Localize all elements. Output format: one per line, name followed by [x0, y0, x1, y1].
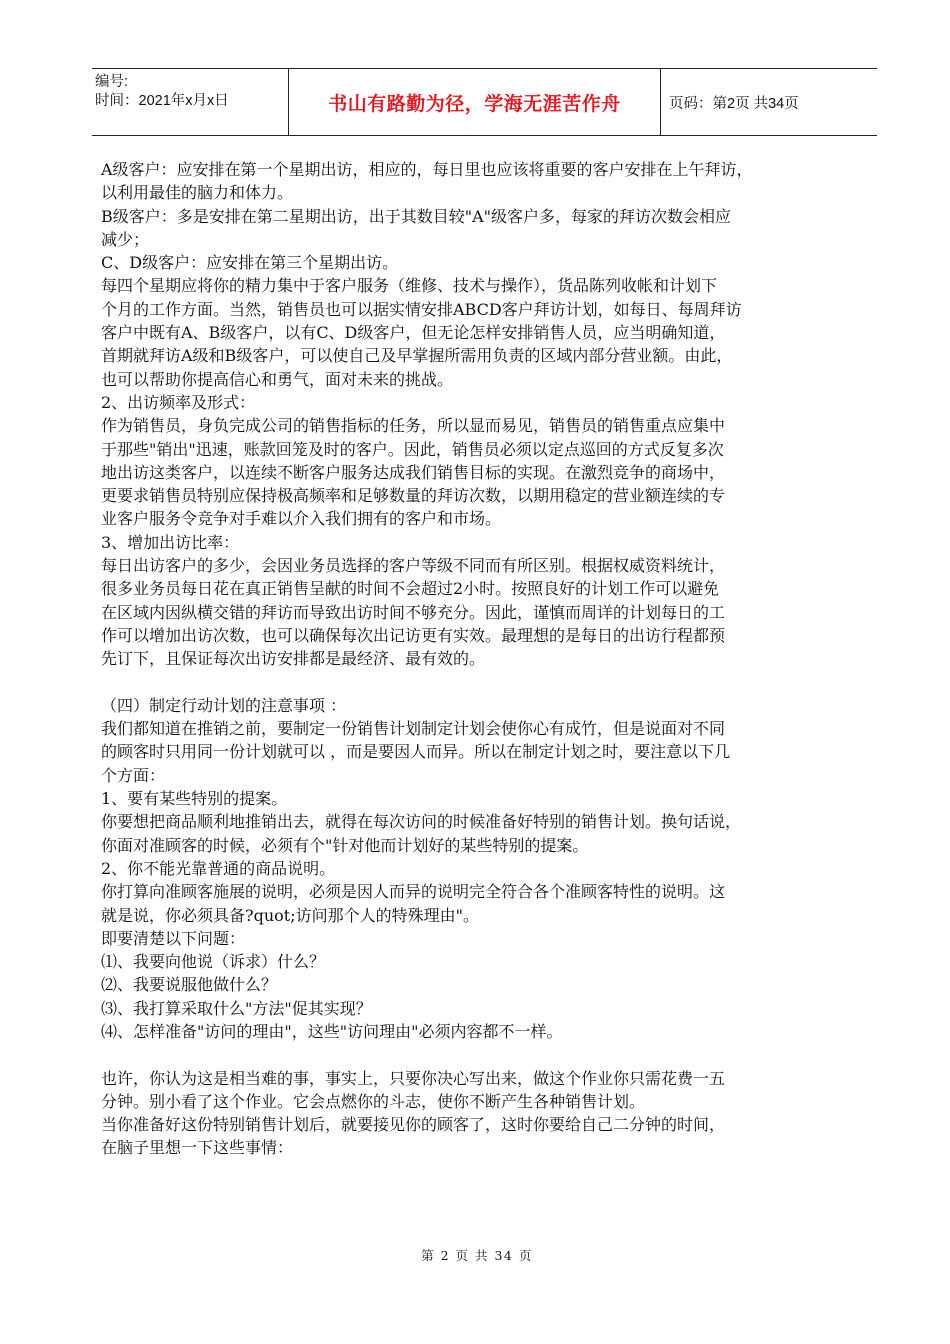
header-motto-cell: [288, 69, 661, 135]
text-line: ⑶、我打算采取什么"方法"促其实现？: [101, 998, 372, 1018]
text-line: 即要清楚以下问题：: [101, 928, 246, 948]
text-line: 2、出访频率及形式：: [101, 392, 256, 412]
text-line: 作为销售员，身负完成公司的销售指标的任务，所以显而易见，销售员的销售重点应集中: [101, 416, 726, 436]
text-line: ⑵、我要说服他做什么？: [101, 975, 278, 995]
text-line: 首期就拜访A级和B级客户，可以使自己及早掌握所需用负责的区域内部分营业额。由此，: [101, 346, 733, 366]
text-line: 的顾客时只用同一份计划就可以 ，而是要因人而异。所以在制定计划之时，要注意以下几: [101, 742, 731, 762]
page-footer: 第 2 页 共 34 页: [421, 1248, 533, 1263]
text-line: 地出访这类客户，以连续不断客户服务达成我们销售目标的实现。在激烈竞争的商场中，: [101, 462, 726, 482]
text-line: 于那些"销出"迅速，账款回笼及时的客户。因此，销售员必须以定点巡回的方式反复多次: [101, 439, 724, 459]
header-table: [92, 68, 877, 136]
header-meta: [92, 69, 288, 135]
text-line: 2、你不能光靠普通的商品说明。: [101, 858, 336, 878]
text-line: 在脑子里想一下这些事情：: [101, 1138, 294, 1158]
text-line: 也许，你认为这是相当难的事，事实上，只要你决心写出来，做这个作业你只需花费一五: [101, 1068, 726, 1088]
text-line: 在区域内因纵横交错的拜访而导致出访时间不够充分。因此，谨慎而周详的计划每日的工: [101, 602, 726, 622]
text-line: 分钟。别小看了这个作业。它会点燃你的斗志，使你不断产生各种销售计划。: [101, 1091, 646, 1111]
text-line: 个方面：: [101, 765, 166, 785]
text-line: ⑴、我要向他说（诉求）什么？: [101, 952, 326, 972]
text-line: 你面对准顾客的时候，必须有个"针对他而计划好的某些特别的提案。: [101, 835, 589, 855]
text-line: 作可以增加出访次数，也可以确保每次出记访更有实效。最理想的是每日的出访行程都预: [101, 625, 726, 645]
text-line: 每四个星期应将你的精力集中于客户服务（维修、技术与操作），货品陈列收帐和计划下: [101, 276, 718, 296]
blank-line: [101, 1043, 861, 1066]
page-label: 页码：第2页 共34页: [669, 95, 799, 112]
text-line: 3、增加出访比率：: [101, 532, 240, 552]
document-body: [101, 158, 861, 1160]
text-line: 你要想把商品顺利地推销出去，就得在每次访问的时候准备好特别的销售计划。换句话说，: [101, 812, 742, 832]
text-line: 当你准备好这份特别销售计划后，就要接见你的顾客了，这时你要给自己二分钟的时间，: [101, 1115, 726, 1135]
text-line: A级客户：应安排在第一个星期出访，相应的，每日里也应该将重要的客户安排在上午拜访，: [101, 160, 753, 179]
header-page-cell: [661, 69, 877, 135]
text-line: 个月的工作方面。当然，销售员也可以据实情安排ABCD客户拜访计划，如每日、每周拜访: [101, 299, 742, 319]
text-line: 以利用最佳的脑力和体力。: [101, 183, 294, 203]
text-line: 你打算向准顾客施展的说明，必须是因人而异的说明完全符合各个准顾客特性的说明。这: [101, 882, 726, 902]
text-line: 1、要有某些特别的提案。: [101, 789, 288, 809]
text-line: 业客户服务令竞争对手难以介入我们拥有的客户和市场。: [101, 509, 502, 529]
text-line: C、D级客户：应安排在第三个星期出访。: [101, 253, 399, 273]
text-line: 更要求销售员特别应保持极高频率和足够数量的拜访次数，以期用稳定的营业额连续的专: [101, 486, 726, 506]
text-line: 我们都知道在推销之前，要制定一份销售计划制定计划会使你心有成竹，但是说面对不同: [101, 719, 726, 739]
blank-line: [101, 671, 861, 694]
code-label: 编号:: [95, 74, 129, 90]
motto: 书山有路勤为径，学海无涯苦作舟: [328, 92, 621, 115]
text-line: 客户中既有A、B级客户，以有C、D级客户，但无论怎样安排销售人员，应当明确知道，: [101, 323, 726, 343]
text-line: （四）制定行动计划的注意事项 ：: [101, 695, 347, 715]
text-line: B级客户：多是安排在第二星期出访，出于其数目较"A"级客户多，每家的拜访次数会相应: [101, 206, 732, 226]
text-line: 也可以帮助你提高信心和勇气，面对未来的挑战。: [101, 369, 454, 389]
text-line: 每日出访客户的多少，会因业务员选择的客户等级不同而有所区别。根据权威资料统计，: [101, 556, 726, 576]
text-line: 就是说，你必须具备?quot;访问那个人的特殊理由"。: [101, 905, 479, 925]
text-line: 很多业务员每日花在真正销售呈献的时间不会超过2小时。按照良好的计划工作可以避免: [101, 579, 720, 599]
text-line: ⑷、怎样准备"访问的理由"，这些"访问理由"必须内容都不一样。: [101, 1021, 563, 1041]
time-label: 时间：2021年x月x日: [95, 93, 229, 109]
text-line: 先订下，且保证每次出访安排都是最经济、最有效的。: [101, 649, 486, 669]
text-line: 减少；: [101, 229, 150, 249]
